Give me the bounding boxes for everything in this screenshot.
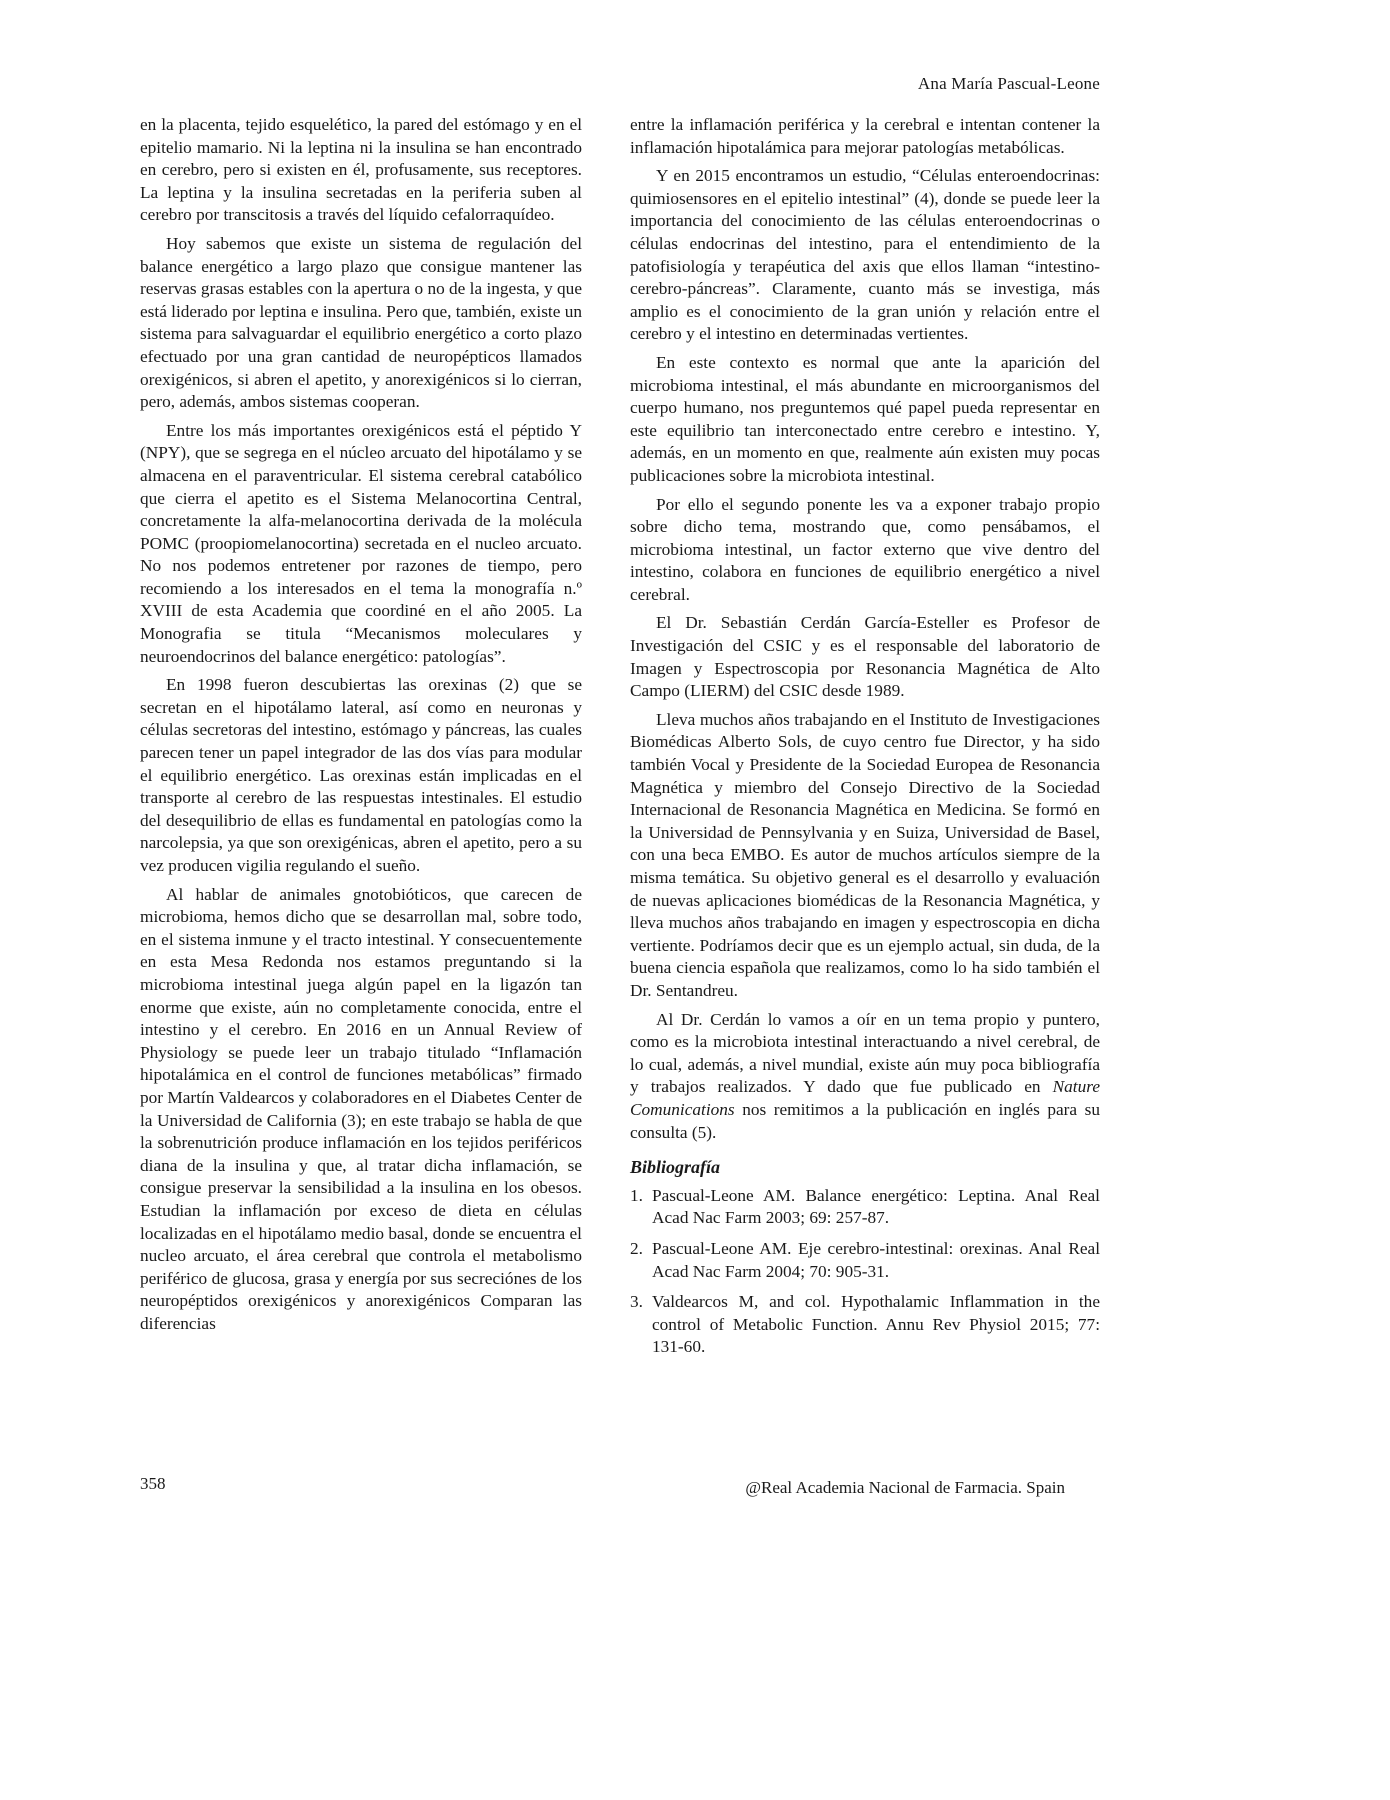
paragraph: Al hablar de animales gnotobióticos, que carecen de microbioma, hemos dicho que se desarrollan mal, sobre todo, en el sistema inmune y el tracto intestinal. Y consecuentemente en esta Mesa Redonda nos estamos preguntando si la microbioma intestinal juega algún papel en la ligazón tan enorme que existe, aún no completamente conocida, entre el intestino y el cerebro. En 2016 en un Annual Review of Physiology se puede leer un trabajo titulado “Inflamación hipotalámica en el control de funciones metabólicas” firmado por Martín Valdearcos y colaboradores en el Diabetes Center de la Universidad de California (3); en este trabajo se habla de que la sobrenutrición produce inflamación en los tejidos periféricos diana de la insulina y que, al tratar dicha inflamación, se consigue preservar la sensibilidad a la insulina en los obesos. Estudian la inflamación por exceso de dieta en células localizadas en el hipotálamo medio basal, donde se encuentra el nucleo arcuato, el área cerebral que controla el metabolismo periférico de glucosa, grasa y energía por sus secreciónes de los neuropéptidos orexigénicos y anorexigénicos Comparan las diferencias bbox=[140, 884, 582, 1333]
paragraph: Hoy sabemos que existe un sistema de regulación del balance energético a largo plazo que consigue mantener las reservas grasas estables con la apertura o no de la ingesta, y que está liderado por leptina e insulina. Pero que, también, existe un sistema para salvaguardar el equilibrio energético a corto plazo efectuado por una gran cantidad de neuropépticos llamados orexigénicos, si abren el apetito, y anorexigénicos si lo cierran, pero, además, ambos sistemas cooperan. bbox=[140, 233, 582, 412]
bibliography-number: 2. bbox=[630, 1238, 643, 1258]
footer-copyright: @Real Academia Nacional de Farmacia. Spain bbox=[745, 1478, 1065, 1497]
paragraph-with-citation bbox=[630, 1009, 1100, 1145]
right-column bbox=[630, 114, 1100, 1367]
paragraph: En 1998 fueron descubiertas las orexinas (2) que se secretan en el hipotálamo lateral, así como en neuronas y células secretoras del intestino, estómago y páncreas, las cuales parecen tener un papel integrador de las dos vías para modular el equilibrio energético. Las orexinas están implicadas en el transporte al cerebro de las respuestas intestinales. El estudio del desequilibrio de ellas es fundamental en patologías como la narcolepsia, ya que son orexigénicas, abren el apetito, pero a su vez producen vigilia regulando el sueño. bbox=[140, 675, 582, 875]
bibliography-item bbox=[630, 1291, 1100, 1359]
bibliography-text: Pascual-Leone AM. Eje cerebro-intestinal: orexinas. Anal Real Acad Nac Farm 2004; 70: 905-31. bbox=[652, 1238, 1100, 1281]
bibliography-number: 3. bbox=[630, 1292, 643, 1312]
left-column bbox=[140, 114, 582, 1341]
paragraph: Entre los más importantes orexigénicos está el péptido Y (NPY), que se segrega en el núcleo arcuato del hipotálamo y se almacena en el paraventricular. El sistema cerebral catabólico que cierra el apetito es el Sistema Melanocortina Central, concretamente la alfa-melanocortina derivada de la molécula POMC (proopiomelanocortina) secretada en el nucleo arcuato. No nos podemos entretener por razones de tiempo, pero recomiendo a los interesados en el tema la monografía n.º XVIII de esta Academia que coordiné en el año 2005. La Monografia se titula “Mecanismos moleculares y neuroendocrinos del balance energético: patologías”. bbox=[140, 420, 582, 666]
bibliography-text: Pascual-Leone AM. Balance energético: Leptina. Anal Real Acad Nac Farm 2003; 69: 257-87. bbox=[652, 1185, 1100, 1228]
paragraph-text: nos remitimos a la publicación en inglés para su consulta (5). bbox=[630, 1099, 1100, 1142]
paragraph: en la placenta, tejido esquelético, la pared del estómago y en el epitelio mamario. Ni la leptina ni la insulina se han encontrado en cerebro, pero si existen en él, profusamente, sus receptores. La leptina y la insulina secretadas en la periferia suben al cerebro por transcitosis a través del líquido cefalorraquídeo. bbox=[140, 115, 582, 225]
bibliography-number: 1. bbox=[630, 1185, 643, 1205]
bibliography-list bbox=[630, 1185, 1100, 1359]
paragraph: Lleva muchos años trabajando en el Instituto de Investigaciones Biomédicas Alberto Sols, de cuyo centro fue Director, y ha sido también Vocal y Presidente de la Sociedad Europea de Resonancia Magnética y miembro del Consejo Directivo de la Sociedad Internacional de Resonancia Magnética en Medicina. Se formó en la Universidad de Pennsylvania y en Suiza, Universidad de Basel, con una beca EMBO. Es autor de muchos artículos siempre de la misma temática. Su objetivo general es el desarrollo y evaluación de nuevas aplicaciones biomédicas de la Resonancia Magnética, y lleva muchos años trabajando en imagen y espectroscopia en dicha vertiente. Podríamos decir que es un ejemplo actual, sin duda, de la buena ciencia española que realizamos, como lo ha sido también el Dr. Sentandreu. bbox=[630, 709, 1100, 1000]
paragraph: entre la inflamación periférica y la cerebral e intentan contener la inflamación hipotalámica para mejorar patologías metabólicas. bbox=[630, 115, 1100, 157]
paragraph: El Dr. Sebastián Cerdán García-Esteller es Profesor de Investigación del CSIC y es el responsable del laboratorio de Imagen y Espectroscopia por Resonancia Magnética de Alto Campo (LIERM) del CSIC desde 1989. bbox=[630, 613, 1100, 701]
running-head: Ana María Pascual-Leone bbox=[917, 74, 1100, 93]
paragraph-text: Al Dr. Cerdán lo vamos a oír en un tema propio y puntero, como es la microbiota intestinal interactuando a nivel cerebral, de lo cual, además, a nivel mundial, existe aún muy poca bibliografía y trabajos realizados. Y dado que fue publicado en bbox=[630, 1009, 1100, 1097]
journal-title: Nature Comunications bbox=[630, 1077, 1100, 1119]
bibliography-heading: Bibliografía bbox=[630, 1157, 721, 1178]
page-number: 358 bbox=[140, 1474, 166, 1493]
paragraph: Y en 2015 encontramos un estudio, “Células enteroendocrinas: quimiosensores en el epitelio intestinal” (4), donde se puede leer la importancia del conocimiento de las células enteroendocrinas o células endocrinas del intestino, para el entendimiento de la patofisiología y terapéutica del axis que ellos llaman “intestino-cerebro-páncreas”. Claramente, cuanto más se investiga, más amplio es el conocimiento de la gran unión y relación entre el cerebro y el intestino en determinadas vertientes. bbox=[630, 166, 1100, 344]
bibliography-item bbox=[630, 1185, 1100, 1230]
bibliography-text: Valdearcos M, and col. Hypothalamic Inflammation in the control of Metabolic Function. Annu Rev Physiol 2015; 77: 131-60. bbox=[652, 1292, 1100, 1357]
paragraph: En este contexto es normal que ante la aparición del microbioma intestinal, el más abundante en microorganismos del cuerpo humano, nos preguntemos qué papel pueda representar en este equilibrio tan interconectado entre cerebro e intestino. Y, además, en un momento en que, realmente aún existen muy pocas publicaciones sobre la microbiota intestinal. bbox=[630, 352, 1100, 485]
paragraph: Por ello el segundo ponente les va a exponer trabajo propio sobre dicho tema, mostrando que, como pensábamos, el microbioma intestinal, un factor externo que vive dentro del intestino, colabora en funciones de equilibrio energético a nivel cerebral. bbox=[630, 494, 1100, 604]
bibliography-item bbox=[630, 1238, 1100, 1283]
